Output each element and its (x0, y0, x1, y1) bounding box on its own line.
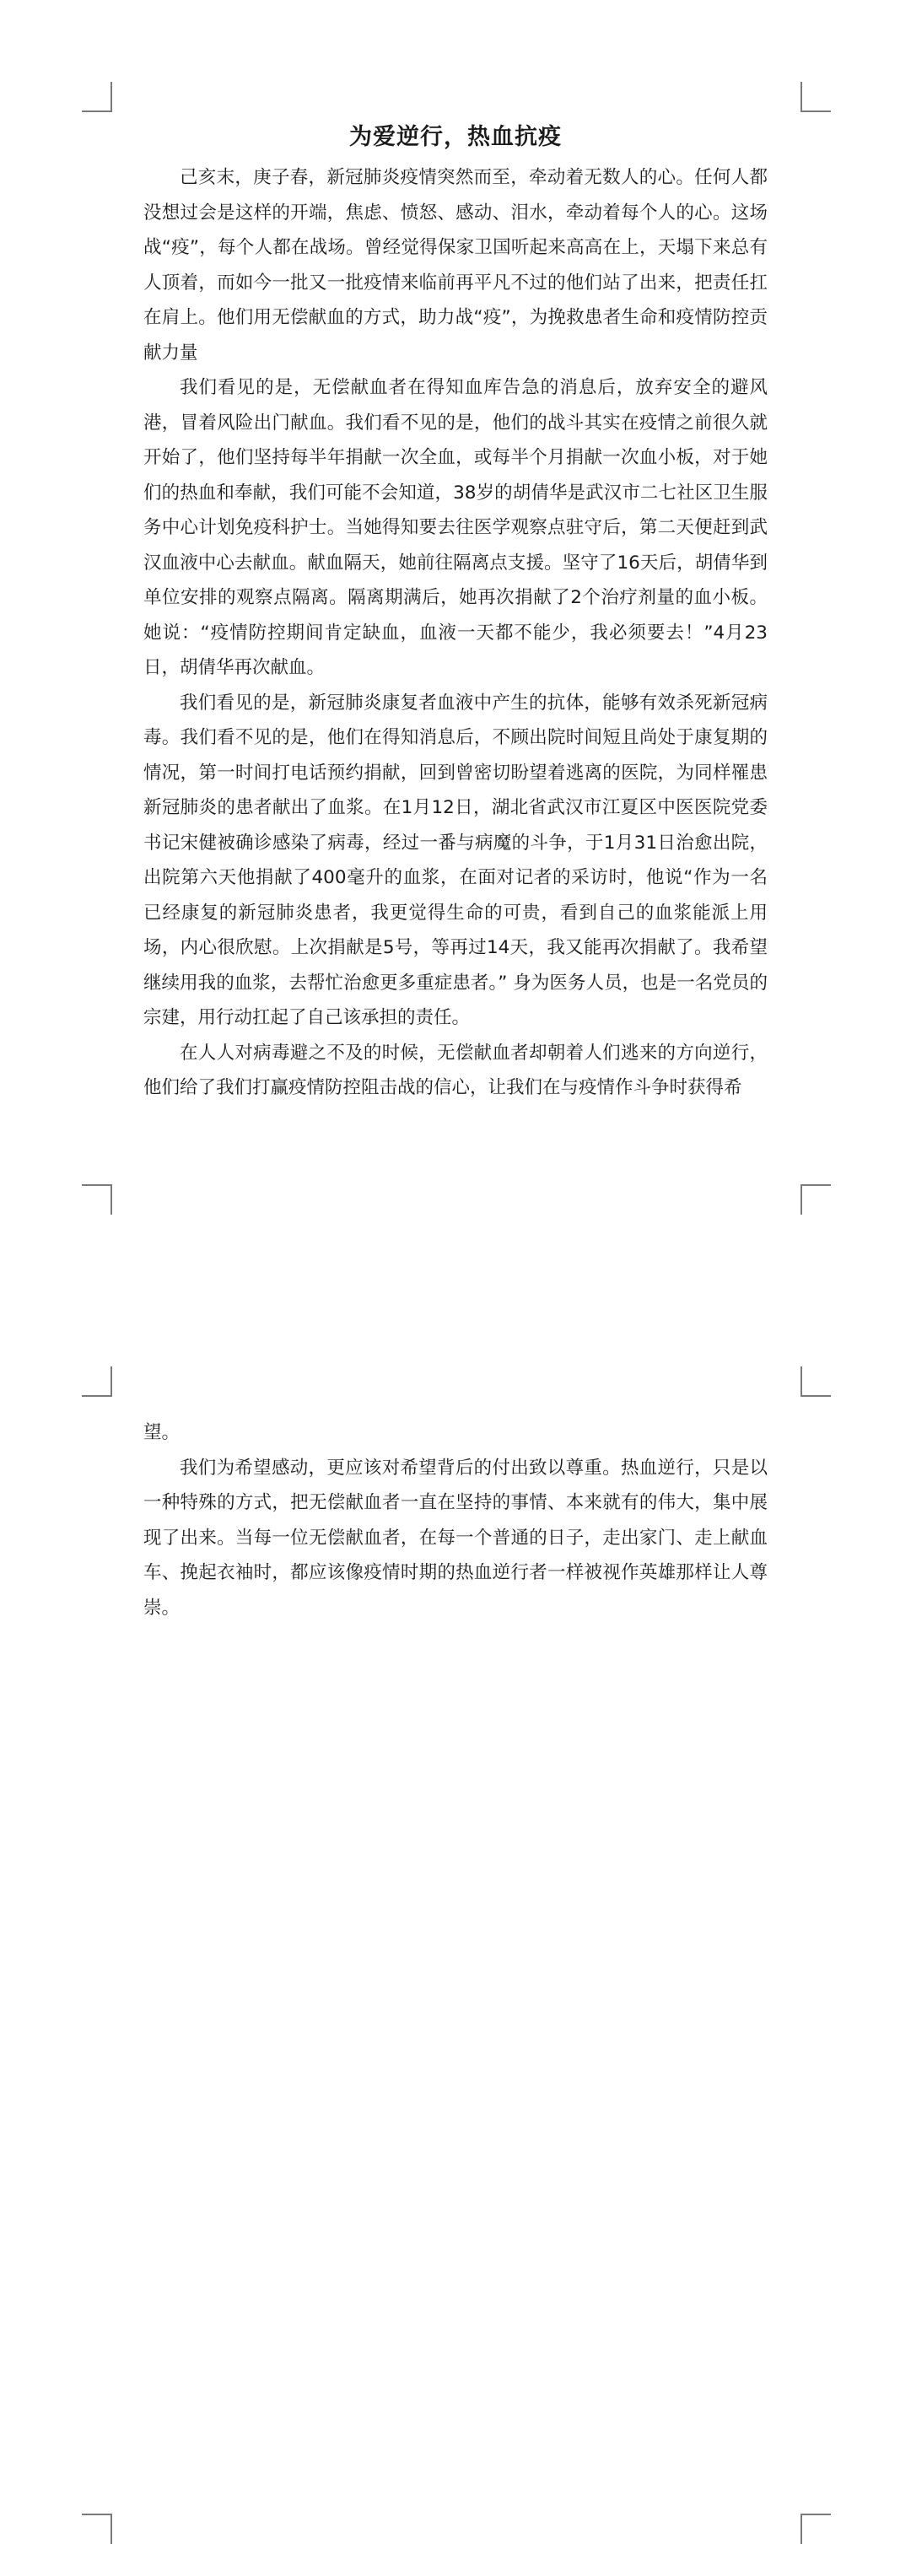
crop-mark-bottom-right (800, 1184, 831, 1215)
paragraph-5: 我们为希望感动，更应该对希望背后的付出致以尊重。热血逆行，只是以一种特殊的方式，把无偿献血者一直在坚持的事情、本来就有的伟大，集中展现了出来。当每一位无偿献血者，在每一个普通的日子，走出家门、走上献血车、挽起衣袖时，都应该像疫情时期的热血逆行者一样被视作英雄那样让人尊崇。 (143, 1457, 768, 1619)
crop-mark-bottom-right (800, 2514, 831, 2544)
paragraph-2: 我们看见的是，无偿献血者在得知血库告急的消息后，放弃安全的避风港，冒着风险出门献血。我们看不见的是，他们的战斗其实在疫情之前很久就开始了，他们坚持每半年捐献一次全血，或每半个月捐献一次血小板，对于她们的热血和奉献，我们可能不会知道，38岁的胡倩华是武汉市二七社区卫生服务中心计划免疫科护士。当她得知要去往医学观察点驻守后，第二天便赶到武汉血液中心去献血。献血隔天，她前往隔离点支援。坚守了16天后，胡倩华到单位安排的观察点隔离。隔离期满后，她再次捐献了2个治疗剂量的血小板。她说：“疫情防控期间肯定缺血，血液一天都不能少，我必须要去！”4月23日，胡倩华再次献血。 (143, 377, 768, 678)
crop-mark-top-left (82, 82, 112, 112)
crop-mark-top-right (800, 82, 831, 112)
paragraph-1: 己亥末，庚子春，新冠肺炎疫情突然而至，牵动着无数人的心。任何人都没想过会是这样的开端，焦虑、愤怒、感动、泪水，牵动着每个人的心。这场战“疫”，每个人都在战场。曾经觉得保家卫国听起来高高在上，天塌下来总有人顶着，而如今一批又一批疫情来临前再平凡不过的他们站了出来，把责任扛在肩上。他们用无偿献血的方式，助力战“疫”，为挽救患者生命和疫情防控贡献力量 (143, 167, 768, 364)
paragraph-3: 我们看见的是，新冠肺炎康复者血液中产生的抗体，能够有效杀死新冠病毒。我们看不见的是，他们在得知消息后，不顾出院时间短且尚处于康复期的情况，第一时间打电话预约捐献，回到曾密切盼望着逃离的医院，为同样罹患新冠肺炎的患者献出了血浆。在1月12日，湖北省武汉市江夏区中医医院党委书记宋健被确诊感染了病毒，经过一番与病魔的斗争，于1月31日治愈出院，出院第六天他捐献了400毫升的血浆，在面对记者的采访时，他说“作为一名已经康复的新冠肺炎患者，我更觉得生命的可贵，看到自己的血浆能派上用场，内心很欣慰。上次捐献是5号，等再过14天，我又能再次捐献了。我希望继续用我的血浆，去帮忙治愈更多重症患者。” 身为医务人员，也是一名党员的宗建，用行动扛起了自己该承担的责任。 (143, 692, 768, 1028)
paragraph-4: 在人人对病毒避之不及的时候，无偿献血者却朝着人们逃来的方向逆行，他们给了我们打赢疫情防控阻击战的信心，让我们在与疫情作斗争时获得希 (143, 1042, 768, 1098)
document-title: 为爱逆行，热血抗疫 (349, 124, 562, 150)
page-1-body (143, 160, 768, 1106)
document-page-1 (0, 0, 911, 1215)
page-2-body (143, 1415, 768, 1625)
crop-mark-top-left (82, 1366, 112, 1397)
crop-mark-bottom-left (82, 1184, 112, 1215)
page-gap (0, 1215, 911, 1366)
document-page-2 (0, 1366, 911, 2576)
crop-mark-top-right (800, 1366, 831, 1397)
paragraph-4-continued: 望。 (143, 1422, 181, 1443)
crop-mark-bottom-left (82, 2514, 112, 2544)
